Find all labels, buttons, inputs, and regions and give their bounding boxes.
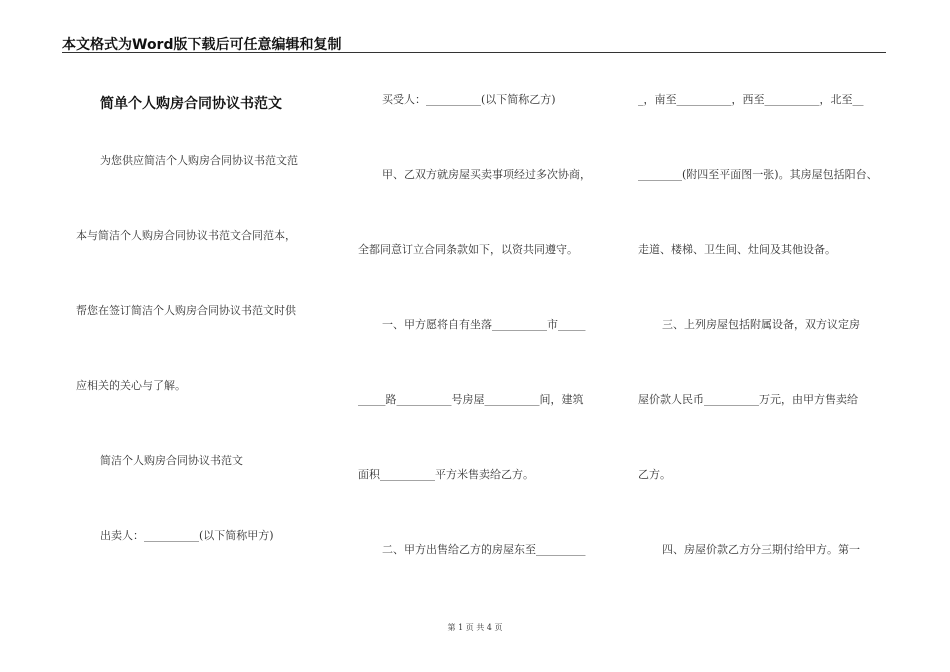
paragraph-line: 甲、乙双方就房屋买卖事项经过多次协商，	[382, 168, 591, 181]
paragraph-line: 出卖人：__________(以下简称甲方)	[100, 529, 274, 542]
paragraph-line: 本与简洁个人购房合同协议书范文合同范本，	[76, 229, 296, 242]
paragraph-line: 为您供应简洁个人购房合同协议书范文范	[100, 154, 298, 167]
paragraph-line: _，南至__________，西至__________，北至__	[638, 93, 864, 106]
paragraph-line: 一、甲方愿将自有坐落__________市_____	[382, 318, 586, 331]
paragraph-line: 简洁个人购房合同协议书范文	[100, 454, 243, 467]
paragraph-line: 屋价款人民币__________万元，由甲方售卖给	[638, 393, 858, 406]
paragraph-line: 应相关的关心与了解。	[76, 379, 186, 392]
paragraph-line: 走道、楼梯、卫生间、灶间及其他设备。	[638, 243, 836, 256]
document-title: 简单个人购房合同协议书范文	[100, 96, 282, 112]
paragraph-line: 二、甲方出售给乙方的房屋东至_________	[382, 543, 586, 556]
paragraph-line: 四、房屋价款乙方分三期付给甲方。第一	[662, 543, 860, 556]
paragraph-line: 帮您在签订简洁个人购房合同协议书范文时供	[76, 304, 296, 317]
document-banner: 本文格式为Word版下载后可任意编辑和复制	[62, 37, 342, 53]
paragraph-line: 买受人：__________(以下简称乙方)	[382, 93, 556, 106]
header-divider	[62, 52, 886, 53]
paragraph-line: 三、上列房屋包括附属设备，双方议定房	[662, 318, 860, 331]
paragraph-line: ________(附四至平面图一张)。其房屋包括阳台、	[638, 168, 878, 181]
paragraph-line: _____路__________号房屋__________间，建筑	[358, 393, 584, 406]
paragraph-line: 全都同意订立合同条款如下，以资共同遵守。	[358, 243, 578, 256]
page-number: 第 1 页 共 4 页	[447, 623, 503, 632]
paragraph-line: 乙方。	[638, 468, 671, 481]
paragraph-line: 面积__________平方米售卖给乙方。	[358, 468, 534, 481]
